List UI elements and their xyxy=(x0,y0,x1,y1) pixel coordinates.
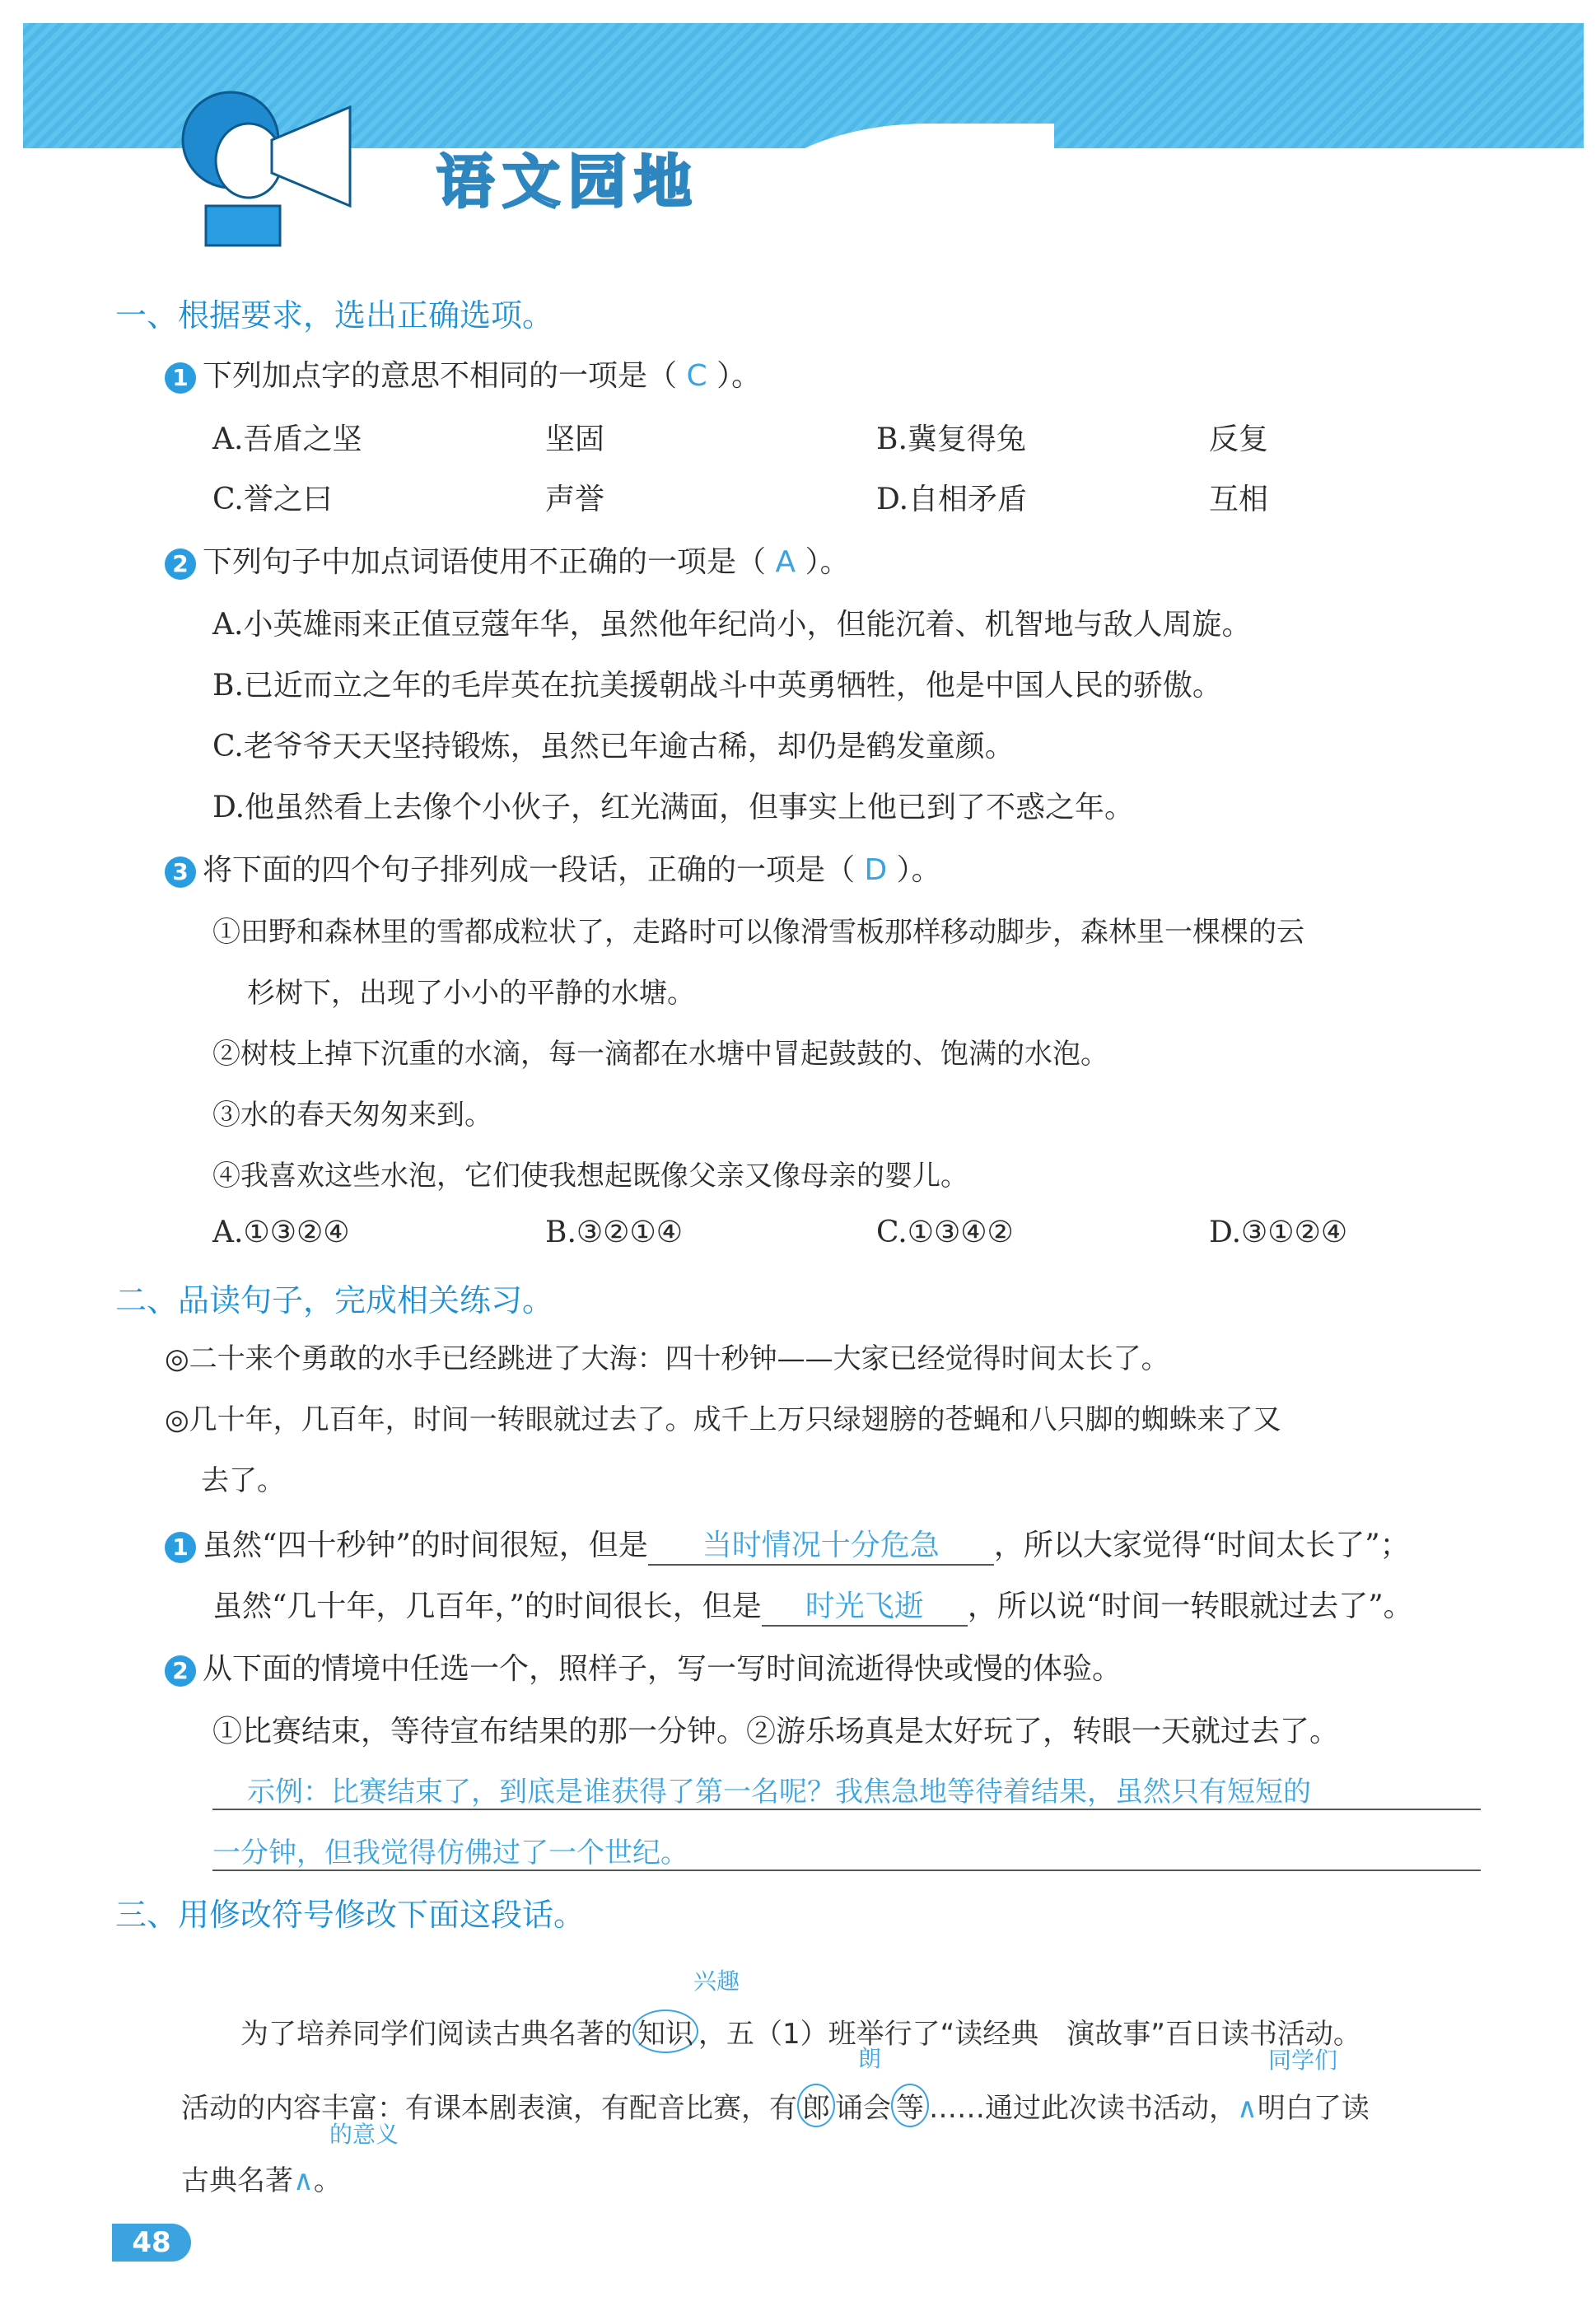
q3-sentence-2: ②树枝上掉下沉重的水滴，每一滴都在水塘中冒起鼓鼓的、饱满的水泡。 xyxy=(212,1038,1108,1071)
q3-sentence-3: ③水的春天匆匆来到。 xyxy=(212,1099,492,1132)
quote-2-cont: 去了。 xyxy=(201,1464,285,1497)
page-title: 语文园地 xyxy=(436,148,700,216)
insert-xingqu: 兴趣 xyxy=(693,1968,740,1995)
q1-option-a: A.吾盾之坚 xyxy=(212,422,362,456)
q1-option-b-word: 反复 xyxy=(1209,422,1269,456)
q1-close: ）。 xyxy=(716,359,762,393)
s2-q1-prefix-1: 虽然“四十秒钟”的时间很短，但是 xyxy=(203,1529,648,1562)
passage-line-1 xyxy=(240,2010,1361,2053)
q1-option-d: D.自相矛盾 xyxy=(876,483,1028,516)
s2-q1-prefix-2: 虽然“几十年，几百年，”的时间很长，但是 xyxy=(212,1589,762,1623)
insert-lang: 朗 xyxy=(858,2045,882,2072)
s2-q2-answer-line-2: 一分钟，但我觉得仿佛过了一个世纪。 xyxy=(212,1837,688,1870)
page-number: 48 xyxy=(112,2224,191,2262)
q3-option-a: A.①③②④ xyxy=(212,1216,350,1249)
insert-deyiyi: 的意义 xyxy=(329,2121,399,2148)
q3-sentence-4: ④我喜欢这些水泡，它们使我想起既像父亲又像母亲的婴儿。 xyxy=(212,1160,968,1193)
girl-megaphone-icon xyxy=(173,82,362,247)
q2-stem: 下列句子中加点词语使用不正确的一项是（ xyxy=(203,545,767,579)
q3-sentence-1-cont: 杉树下，出现了小小的平静的水塘。 xyxy=(247,977,695,1010)
circled-lang: 郎 xyxy=(797,2084,835,2127)
passage-1a: 为了培养同学们阅读古典名著的 xyxy=(240,2018,632,2051)
q2-option-c: C.老爷爷天天坚持锻炼，虽然已年逾古稀，却仍是鹤发童颜。 xyxy=(212,730,1015,763)
quote-2: ◎几十年，几百年，时间一转眼就过去了。成千上万只绿翅膀的苍蝇和八只脚的蜘蛛来了又 xyxy=(165,1403,1281,1436)
section-3-title: 三、用修改符号修改下面这段话。 xyxy=(115,1897,586,1933)
s2-q1-suffix-2: ，所以说“时间一转眼就过去了”。 xyxy=(967,1589,1413,1623)
q3-close: ）。 xyxy=(896,853,941,887)
s2-q2-situations: ①比赛结束，等待宣布结果的那一分钟。②游乐场真是太好玩了，转眼一天就过去了。 xyxy=(212,1715,1340,1748)
s2-q1-number: 1 xyxy=(165,1532,196,1563)
q1-option-b: B.冀复得兔 xyxy=(876,422,1026,456)
q1-line xyxy=(165,352,761,394)
q1-stem: 下列加点字的意思不相同的一项是（ xyxy=(203,359,678,393)
q2-number: 2 xyxy=(165,548,196,580)
q2-answer: A xyxy=(775,545,796,579)
q3-number: 3 xyxy=(165,857,196,888)
s2-q2-answer-line-1: 示例：比赛结束了，到底是谁获得了第一名呢？我焦急地等待着结果，虽然只有短短的 xyxy=(247,1776,1311,1809)
s2-q1-line-2 xyxy=(212,1583,1413,1627)
q3-answer: D xyxy=(864,853,888,887)
answer-rule-1 xyxy=(212,1809,1481,1810)
q2-option-a: A.小英雄雨来正值豆蔻年华，虽然他年纪尚小，但能沉着、机智地与敌人周旋。 xyxy=(212,608,1252,642)
q3-line xyxy=(165,847,941,889)
section-2-title: 二、品读句子，完成相关练习。 xyxy=(115,1282,554,1319)
q2-option-b: B.已近而立之年的毛岸英在抗美援朝战斗中英勇牺牲，他是中国人民的骄傲。 xyxy=(212,669,1222,703)
passage-3: 古典名著 xyxy=(181,2164,293,2197)
q1-number: 1 xyxy=(165,362,196,394)
passage-2b: 诵会 xyxy=(835,2092,891,2125)
section-1-title: 一、根据要求，选出正确选项。 xyxy=(115,297,554,334)
circled-zhishi: 知识 xyxy=(632,2010,698,2053)
insert-caret-2: ∧ xyxy=(293,2164,314,2197)
insert-tongxuemen: 同学们 xyxy=(1268,2047,1338,2074)
q2-line xyxy=(165,539,850,581)
passage-2c: ……通过此次读书活动， xyxy=(929,2092,1237,2125)
quote-1: ◎二十来个勇敢的水手已经跳进了大海：四十秒钟——大家已经觉得时间太长了。 xyxy=(165,1342,1169,1375)
s2-q2-line xyxy=(165,1645,1122,1687)
passage-2d: 明白了读 xyxy=(1257,2092,1370,2125)
q2-close: ）。 xyxy=(805,545,850,579)
q3-stem: 将下面的四个句子排列成一段话，正确的一项是（ xyxy=(203,853,856,887)
circled-deng: 等 xyxy=(891,2084,929,2127)
passage-3-end: 。 xyxy=(313,2164,342,2197)
q3-sentence-1: ①田野和森林里的雪都成粒状了，走路时可以像滑雪板那样移动脚步，森林里一棵棵的云 xyxy=(212,916,1304,949)
s2-q2-stem: 从下面的情境中任选一个，照样子，写一写时间流逝得快或慢的体验。 xyxy=(203,1652,1122,1686)
q1-answer: C xyxy=(686,359,707,393)
q1-option-d-word: 互相 xyxy=(1209,483,1269,516)
q2-option-d: D.他虽然看上去像个小伙子，红光满面，但事实上他已到了不惑之年。 xyxy=(212,791,1135,824)
passage-line-3 xyxy=(181,2158,342,2198)
s2-q1-answer-2: 时光飞逝 xyxy=(762,1583,968,1627)
q3-option-c: C.①③④② xyxy=(876,1216,1014,1249)
passage-1b: ，五（1）班举行了“读经典 演故事”百日读书活动。 xyxy=(698,2018,1361,2051)
q1-option-c: C.誉之曰 xyxy=(212,483,333,516)
q3-option-b: B.③②①④ xyxy=(545,1216,683,1249)
s2-q1-answer-1: 当时情况十分危急 xyxy=(648,1522,994,1566)
s2-q1-suffix-1: ，所以大家觉得“时间太长了”； xyxy=(993,1529,1410,1562)
q3-option-d: D.③①②④ xyxy=(1209,1216,1348,1249)
s2-q1-line-1 xyxy=(165,1522,1410,1566)
insert-caret-1: ∧ xyxy=(1237,2092,1258,2125)
s2-q2-number: 2 xyxy=(165,1655,196,1687)
answer-rule-2 xyxy=(212,1870,1481,1871)
q1-option-c-word: 声誉 xyxy=(545,483,605,516)
passage-2a: 活动的内容丰富：有课本剧表演，有配音比赛，有 xyxy=(181,2092,797,2125)
q1-option-a-word: 坚固 xyxy=(545,422,605,456)
